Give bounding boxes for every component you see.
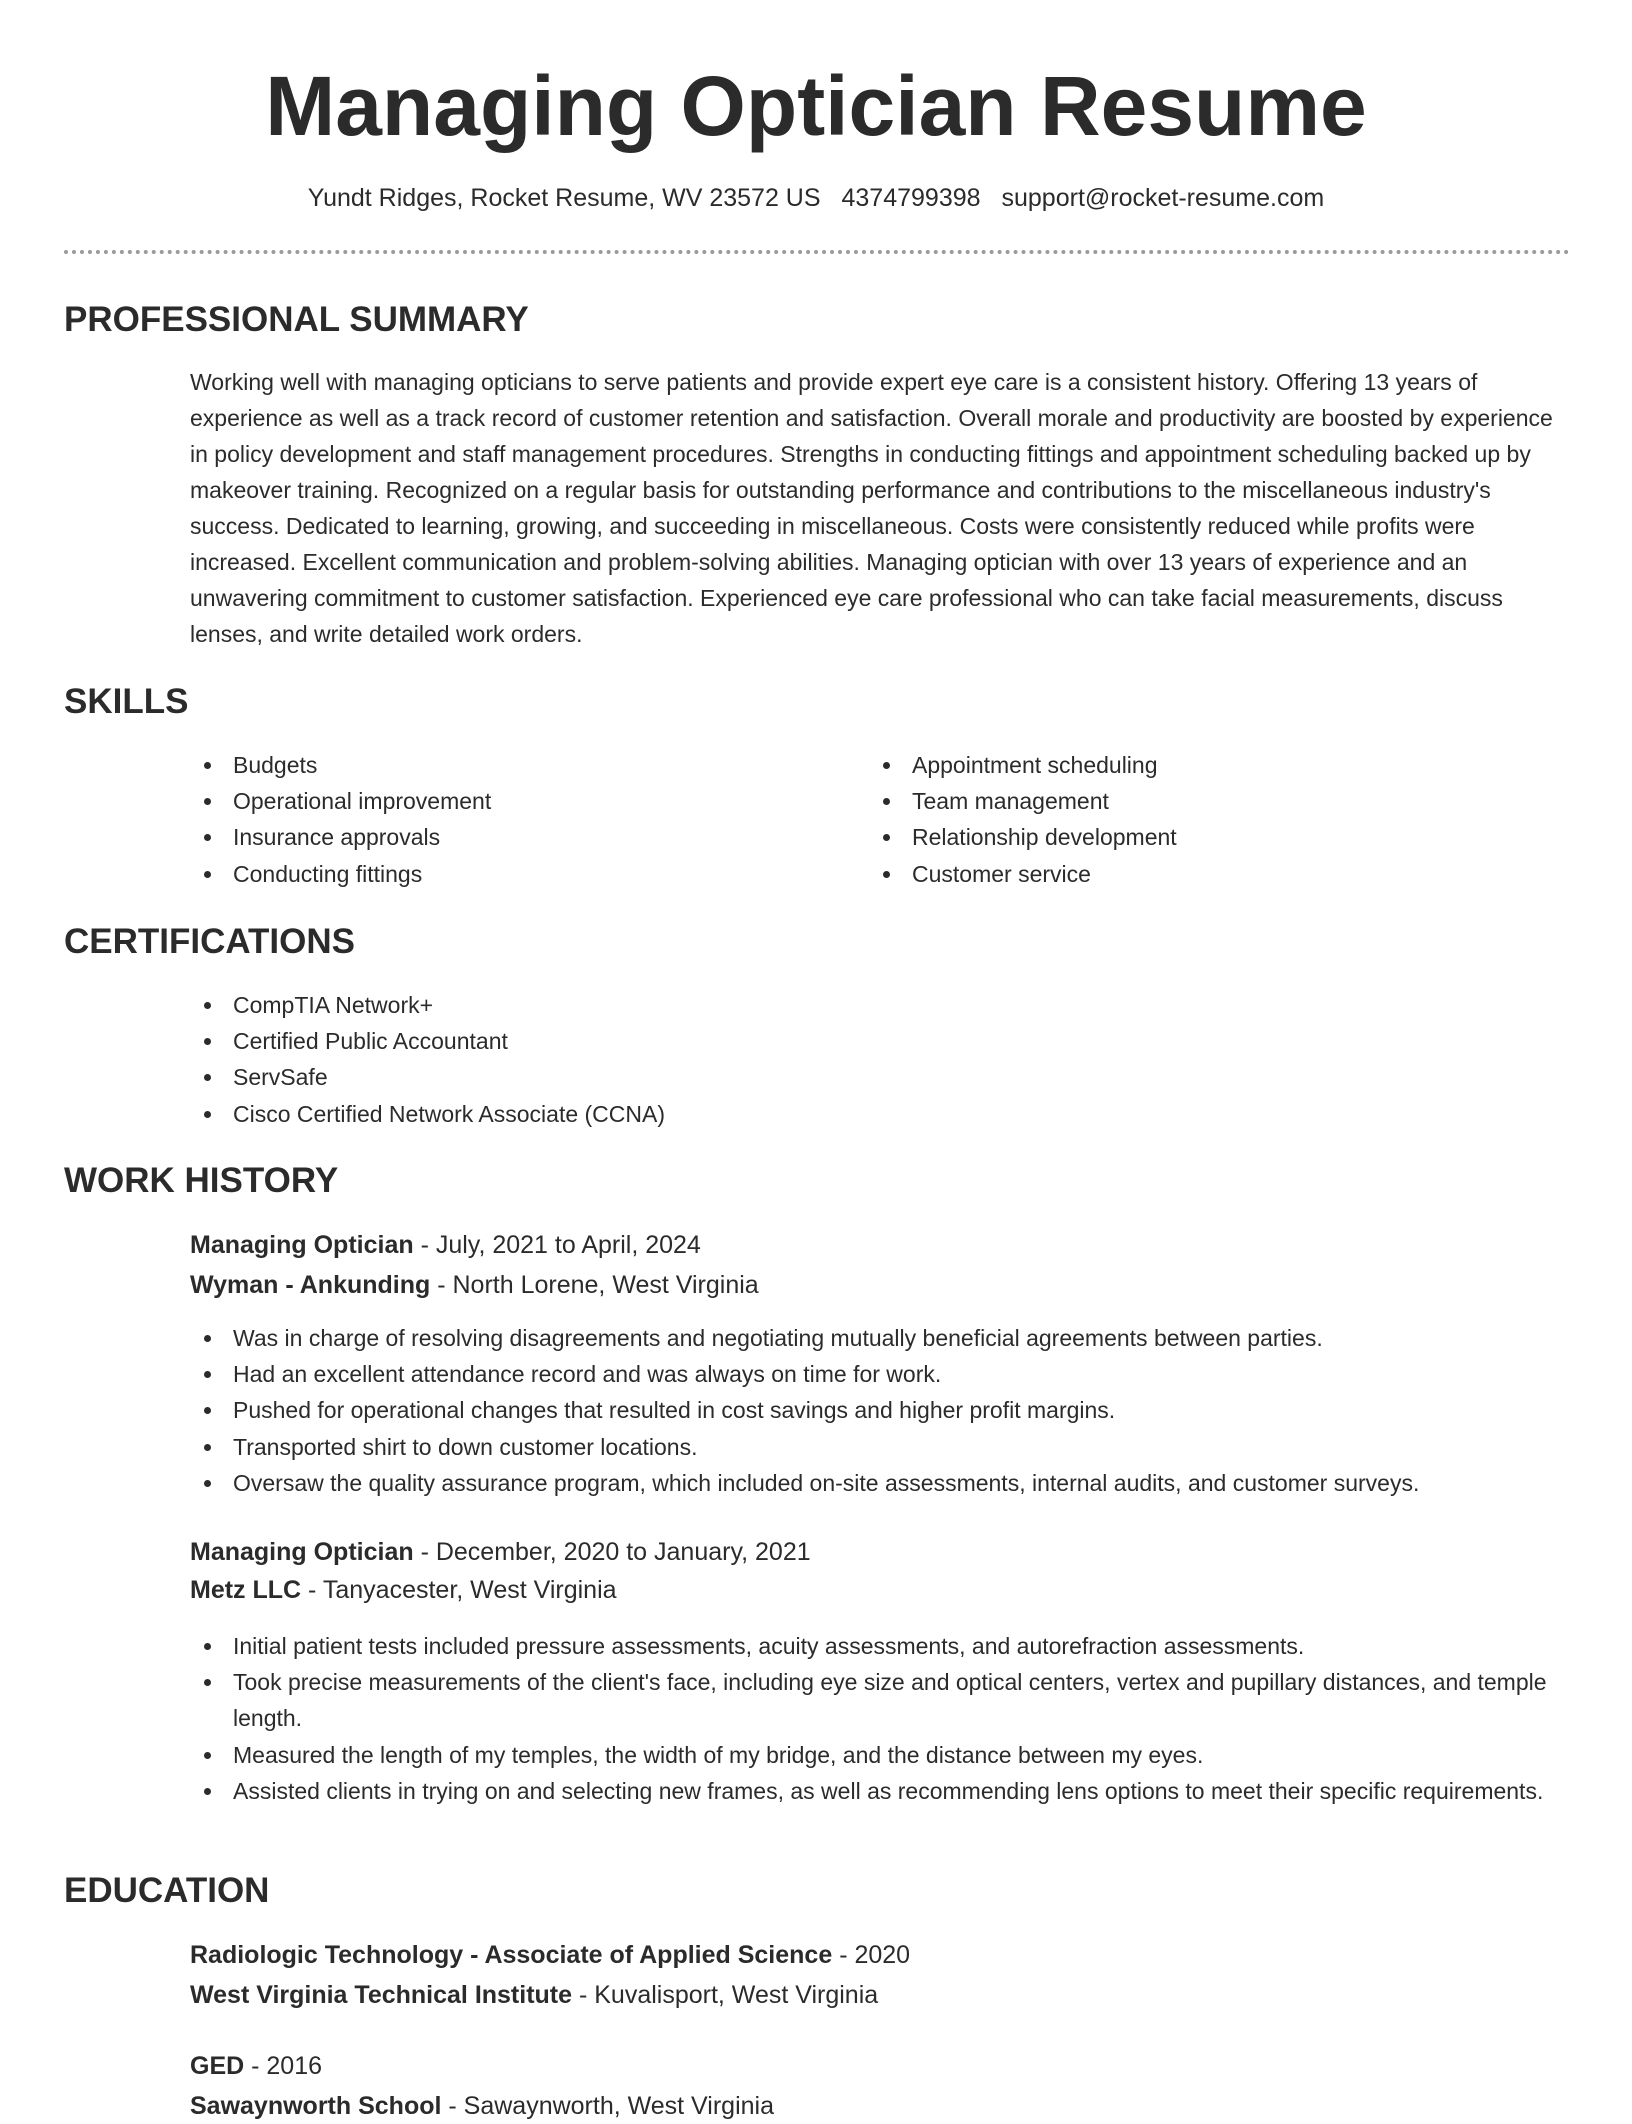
work-history-heading: WORK HISTORY: [64, 1161, 339, 1200]
job-company-line: [190, 1572, 617, 1608]
education-degree-line: [190, 1937, 910, 1973]
skill-item: Appointment scheduling: [869, 747, 1509, 783]
contact-address: Yundt Ridges, Rocket Resume, WV 23572 US: [307, 184, 821, 212]
certification-item: Certified Public Accountant: [190, 1023, 1570, 1059]
job-dates: - July, 2021 to April, 2024: [413, 1231, 701, 1259]
job-duty-item: Measured the length of my temples, the width of my bridge, and the distance between my eyes.: [190, 1737, 1575, 1773]
education-degree-line: [190, 2048, 322, 2084]
education-degree: Radiologic Technology - Associate of Applied Science: [190, 1941, 833, 1969]
skills-heading: SKILLS: [64, 682, 189, 721]
education-school-line: [190, 1977, 878, 2013]
education-heading: EDUCATION: [64, 1871, 270, 1910]
education-location: - Kuvalisport, West Virginia: [572, 1981, 879, 2009]
job-duties-list: [190, 1628, 1575, 1809]
contact-line: [0, 180, 1632, 216]
education-school: Sawaynworth School: [190, 2092, 442, 2120]
job-title-line: [190, 1227, 701, 1263]
job-duty-item: Transported shirt to down customer locations.: [190, 1429, 1575, 1465]
job-duty-item: Oversaw the quality assurance program, which included on-site assessments, internal audits, and customer surveys.: [190, 1465, 1575, 1501]
job-company: Wyman - Ankunding: [190, 1271, 431, 1299]
certifications-list: [190, 987, 1570, 1132]
resume-title: Managing Optician Resume: [265, 59, 1367, 153]
education-degree: GED: [190, 2052, 245, 2080]
skill-item: Operational improvement: [190, 783, 830, 819]
job-duty-item: Initial patient tests included pressure assessments, acuity assessments, and autorefraction assessments.: [190, 1628, 1575, 1664]
job-duty-item: Was in charge of resolving disagreements and negotiating mutually beneficial agreements between parties.: [190, 1320, 1575, 1356]
job-title: Managing Optician: [190, 1231, 414, 1259]
header-divider: [64, 250, 1570, 254]
education-year: - 2020: [832, 1941, 911, 1969]
contact-email: support@rocket-resume.com: [1001, 184, 1325, 212]
skill-item: Customer service: [869, 856, 1509, 892]
certification-item: Cisco Certified Network Associate (CCNA): [190, 1096, 1570, 1132]
job-company-line: [190, 1267, 759, 1303]
education-school-line: [190, 2088, 774, 2124]
skill-item: Conducting fittings: [190, 856, 830, 892]
job-duty-item: Had an excellent attendance record and was always on time for work.: [190, 1356, 1575, 1392]
education-location: - Sawaynworth, West Virginia: [441, 2092, 774, 2120]
job-title-line: [190, 1534, 811, 1570]
summary-text: Working well with managing opticians to serve patients and provide expert eye care is a consistent history. Offering 13 years of experience as well as a track record of customer retention and satisfaction. Overall morale and productivity are boosted by experience in policy development and staff management procedures. Strengths in conducting fittings and appointment scheduling backed up by makeover training. Recognized on a regular basis for outstanding performance and contributions to the miscellaneous industry's success. Dedicated to learning, growing, and succeeding in miscellaneous. Costs were consistently reduced while profits were increased. Excellent communication and problem-solving abilities. Managing optician with over 13 years of experience and an unwavering commitment to customer satisfaction. Experienced eye care professional who can take facial measurements, discuss lenses, and write detailed work orders.: [190, 369, 1553, 647]
job-company: Metz LLC: [190, 1576, 302, 1604]
contact-phone: 4374799398: [841, 184, 981, 212]
job-location: - North Lorene, West Virginia: [430, 1271, 759, 1299]
certifications-heading: CERTIFICATIONS: [64, 922, 356, 961]
skill-item: Relationship development: [869, 819, 1509, 855]
skill-item: Team management: [869, 783, 1509, 819]
job-title: Managing Optician: [190, 1538, 414, 1566]
skill-item: Budgets: [190, 747, 830, 783]
education-year: - 2016: [244, 2052, 323, 2080]
skills-list-left: [190, 747, 830, 892]
job-duty-item: Assisted clients in trying on and selecting new frames, as well as recommending lens options to meet their specific requirements.: [190, 1773, 1575, 1809]
skills-list-right: [869, 747, 1509, 892]
job-location: - Tanyacester, West Virginia: [301, 1576, 617, 1604]
job-duty-item: Took precise measurements of the client's face, including eye size and optical centers, vertex and pupillary distances, and temple length.: [190, 1664, 1575, 1736]
job-dates: - December, 2020 to January, 2021: [413, 1538, 811, 1566]
education-school: West Virginia Technical Institute: [190, 1981, 573, 2009]
skill-item: Insurance approvals: [190, 819, 830, 855]
certification-item: ServSafe: [190, 1059, 1570, 1095]
job-duties-list: [190, 1320, 1575, 1501]
job-duty-item: Pushed for operational changes that resulted in cost savings and higher profit margins.: [190, 1392, 1575, 1428]
certification-item: CompTIA Network+: [190, 987, 1570, 1023]
summary-heading: PROFESSIONAL SUMMARY: [64, 300, 529, 339]
